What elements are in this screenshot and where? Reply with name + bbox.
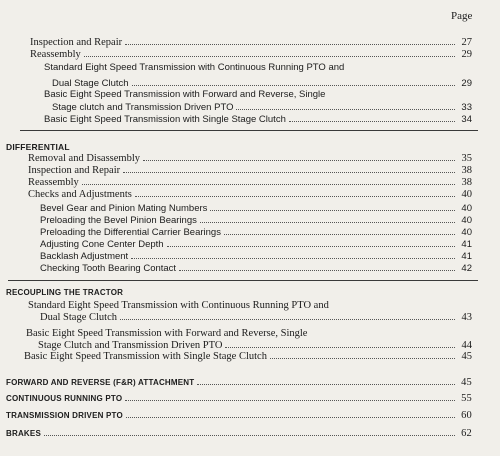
dot-leader: [143, 160, 455, 161]
dot-leader: [179, 270, 455, 271]
toc-entry-label: Reassembly: [28, 177, 79, 188]
dot-leader: [44, 435, 455, 436]
dot-leader: [126, 417, 455, 418]
toc-entry[interactable]: [40, 227, 472, 239]
toc-entry[interactable]: [40, 215, 472, 227]
dot-leader: [197, 384, 455, 385]
toc-entry-label: FORWARD AND REVERSE (F&R) ATTACHMENT: [6, 378, 195, 387]
toc-entry-page: 45: [461, 351, 472, 362]
toc-entry-label[interactable]: Basic Eight Speed Transmission with Forward and Reverse, Single: [26, 328, 308, 339]
section-divider: [8, 280, 478, 281]
toc-entry-page: 34: [461, 114, 472, 125]
dot-leader: [270, 358, 455, 359]
toc-entry[interactable]: [28, 177, 472, 189]
toc-entry[interactable]: [28, 153, 472, 165]
toc-entry-label: Preloading the Differential Carrier Bearings: [40, 227, 221, 238]
toc-entry[interactable]: [40, 239, 472, 251]
section-heading: RECOUPLING THE TRACTOR: [6, 288, 124, 297]
toc-entry-page: 38: [461, 165, 472, 176]
dot-leader: [289, 121, 455, 122]
toc-entry[interactable]: [28, 165, 472, 177]
dot-leader: [132, 85, 455, 86]
toc-entry-chapter[interactable]: [6, 393, 472, 405]
dot-leader: [236, 109, 455, 110]
toc-entry-page: 60: [461, 410, 472, 421]
dot-leader: [167, 246, 455, 247]
toc-entry-label: CONTINUOUS RUNNING PTO: [6, 394, 123, 403]
toc-entry-chapter[interactable]: [6, 410, 472, 422]
toc-entry-label-continued: Dual Stage Clutch: [40, 312, 117, 323]
toc-entry-label: Checking Tooth Bearing Contact: [40, 263, 177, 274]
toc-entry[interactable]: [40, 263, 472, 275]
toc-entry-label: BRAKES: [6, 429, 41, 438]
toc-entry-label-continued: Stage Clutch and Transmission Driven PTO: [38, 340, 223, 351]
toc-entry-label: Backlash Adjustment: [40, 251, 129, 262]
toc-entry-page: 38: [461, 177, 472, 188]
toc-entry[interactable]: [52, 102, 472, 114]
toc-entry-page: 55: [461, 393, 472, 404]
toc-entry-label[interactable]: Standard Eight Speed Transmission with Continuous Running PTO and: [28, 300, 329, 311]
toc-entry[interactable]: [30, 37, 472, 49]
toc-entry-page: 40: [461, 203, 472, 214]
dot-leader: [120, 319, 455, 320]
toc-entry-label[interactable]: Standard Eight Speed Transmission with Continuous Running PTO and: [44, 62, 345, 73]
toc-entry-page: 41: [461, 239, 472, 250]
page-column-label: Page: [451, 10, 473, 22]
toc-entry-label-continued: Dual Stage Clutch: [52, 78, 129, 89]
toc-entry-page: 40: [461, 189, 472, 200]
toc-entry-label: Removal and Disassembly: [28, 153, 140, 164]
toc-entry-label-continued: Stage clutch and Transmission Driven PTO: [52, 102, 234, 113]
toc-entry-page: 35: [461, 153, 472, 164]
section-divider: [20, 130, 478, 131]
toc-entry[interactable]: [40, 312, 472, 324]
toc-entry[interactable]: [24, 351, 472, 363]
toc-entry-label: Inspection and Repair: [30, 37, 123, 48]
toc-entry-page: 45: [461, 377, 472, 388]
toc-entry-page: 41: [461, 251, 472, 262]
dot-leader: [131, 258, 455, 259]
toc-entry[interactable]: [40, 203, 472, 215]
dot-leader: [200, 222, 455, 223]
dot-leader: [224, 234, 455, 235]
toc-entry-page: 40: [461, 215, 472, 226]
dot-leader: [84, 56, 455, 57]
toc-entry[interactable]: [40, 251, 472, 263]
toc-entry-label: Bevel Gear and Pinion Mating Numbers: [40, 203, 208, 214]
toc-entry-label: Adjusting Cone Center Depth: [40, 239, 164, 250]
toc-entry-chapter[interactable]: [6, 428, 472, 440]
toc-entry[interactable]: [28, 189, 472, 201]
dot-leader: [125, 44, 455, 45]
toc-entry-page: 43: [461, 312, 472, 323]
toc-entry-page: 29: [461, 49, 472, 60]
toc-entry[interactable]: [30, 49, 472, 61]
toc-entry-label: TRANSMISSION DRIVEN PTO: [6, 411, 123, 420]
toc-entry-label: Reassembly: [30, 49, 81, 60]
toc-entry-label: Preloading the Bevel Pinion Bearings: [40, 215, 197, 226]
toc-entry-label[interactable]: Basic Eight Speed Transmission with Forward and Reverse, Single: [44, 89, 326, 100]
section-heading: DIFFERENTIAL: [6, 142, 70, 152]
dot-leader: [82, 184, 455, 185]
dot-leader: [125, 400, 455, 401]
toc-entry-page: 62: [461, 428, 472, 439]
toc-entry-page: 40: [461, 227, 472, 238]
toc-entry-label: Basic Eight Speed Transmission with Single Stage Clutch: [24, 351, 267, 362]
toc-entry-page: 27: [461, 37, 472, 48]
dot-leader: [210, 210, 455, 211]
toc-entry-label: Checks and Adjustments: [28, 189, 132, 200]
toc-entry-page: 42: [461, 263, 472, 274]
toc-entry-label: Basic Eight Speed Transmission with Single Stage Clutch: [44, 114, 286, 125]
toc-entry-page: 44: [461, 340, 472, 351]
toc-entry-label: Inspection and Repair: [28, 165, 121, 176]
toc-entry[interactable]: [44, 114, 472, 126]
toc-entry-page: 33: [461, 102, 472, 113]
toc-entry-chapter[interactable]: [6, 377, 472, 389]
dot-leader: [135, 196, 455, 197]
toc-entry-page: 29: [461, 78, 472, 89]
dot-leader: [225, 347, 455, 348]
dot-leader: [123, 172, 455, 173]
